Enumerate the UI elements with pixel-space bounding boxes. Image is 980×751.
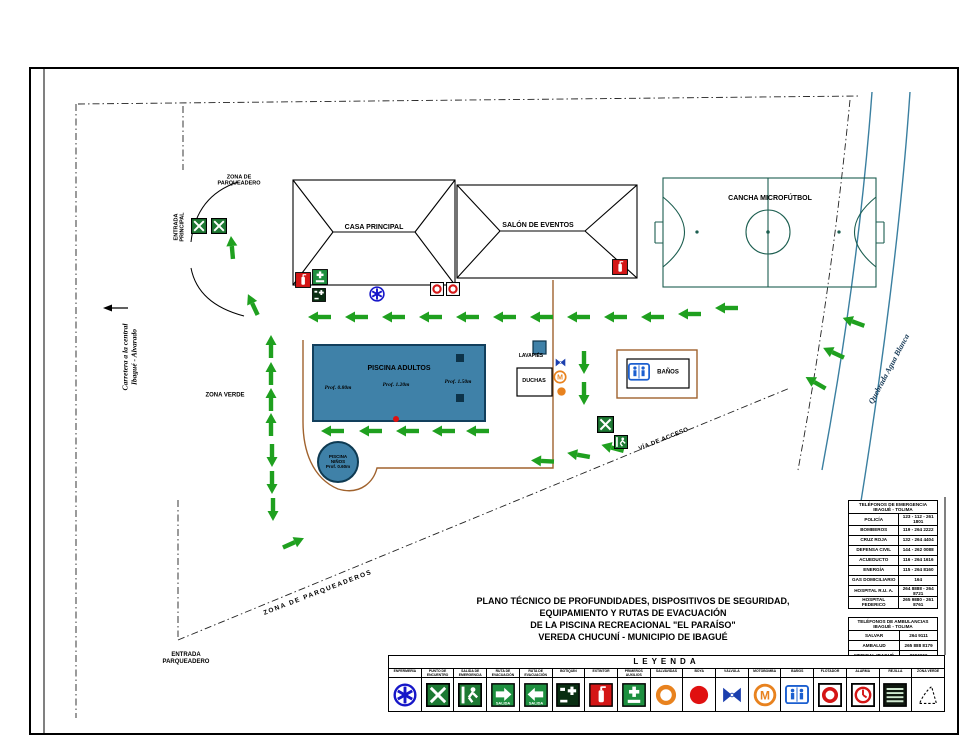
ring-red-icon	[430, 282, 444, 296]
alarma-icon	[851, 678, 875, 711]
casa-principal-label: CASA PRINCIPAL	[344, 223, 404, 231]
phone-table-cell: ENERGÍA	[849, 565, 899, 575]
pool-drain-marker	[393, 416, 399, 422]
ring-red-icon	[818, 678, 842, 711]
salon-eventos-label: SALÓN DE EVENTOS	[502, 221, 574, 229]
phone-table-row	[849, 565, 938, 575]
evacuation-arrow	[531, 455, 555, 467]
legend-item	[618, 669, 651, 711]
phone-table-cell: 123 - 112 - 261 1801	[899, 514, 938, 526]
evacuation-arrow	[419, 312, 442, 323]
legend-item	[880, 669, 913, 711]
legend-item	[585, 669, 618, 711]
pool-depth-label: Prof. 1.20m	[382, 381, 410, 388]
extintor-icon	[589, 678, 613, 711]
evacuation-arrow	[266, 362, 277, 385]
zona-parqueadero-label: ZONA DE PARQUEADERO	[217, 174, 261, 187]
legend-item	[389, 669, 422, 711]
phone-table-cell: 265 9880 - 261 8761	[899, 597, 938, 609]
carretera-label: Carretera a la central Ibagué - Alvarado	[120, 323, 138, 391]
evacuation-arrow	[345, 312, 368, 323]
phone-table-cell: 265 888 8179	[900, 641, 938, 651]
entrada-principal-label: ENTRADA PRINCIPAL	[173, 212, 186, 242]
evacuation-arrow	[466, 426, 489, 437]
legend-item	[422, 669, 455, 711]
phone-table-cell: POLICÍA	[849, 514, 899, 526]
evacuation-arrow	[266, 413, 277, 436]
phone-table-cell: DEFENSA CIVIL	[849, 545, 899, 555]
punto-icon	[211, 218, 227, 234]
evacuation-arrow	[641, 312, 664, 323]
legend-item	[847, 669, 880, 711]
legend-item	[912, 669, 944, 711]
evacuation-arrow	[715, 303, 738, 314]
legend-item-label: FLOTADOR	[814, 669, 846, 678]
banos-label: BAÑOS	[657, 369, 679, 376]
entrada-parqueadero-label: ENTRADA PARQUEADERO	[162, 652, 210, 665]
phone-table-cell: 115 - 264 8160	[899, 565, 938, 575]
road-direction-arrow	[103, 305, 128, 312]
title-line: EQUIPAMIENTO Y RUTAS DE EVACUACIÓN	[539, 608, 727, 618]
zona-parqueaderos-diag-label: ZONA DE PARQUEADEROS	[262, 568, 374, 617]
phone-table-cell: HOSPITAL FEDERICO	[849, 597, 899, 609]
cruz-icon	[312, 269, 328, 285]
botiquin-icon	[556, 678, 580, 711]
punto-icon	[597, 416, 614, 433]
legend-item-label: SALVAVIDAS	[651, 669, 683, 678]
title-line: VEREDA CHUCUNÍ - MUNICIPIO DE IBAGUÉ	[538, 632, 728, 642]
zona-verde-icon	[916, 678, 940, 711]
phone-table-cell: GAS DOMICILIARIO	[849, 575, 899, 585]
motobomba-icon	[753, 678, 777, 711]
legend-item-label: PUNTO DE ENCUENTRO	[422, 669, 454, 678]
phone-table-cell: 132 - 264 4404	[899, 535, 938, 545]
phone-table-cell: ACUEDUCTO	[849, 555, 899, 565]
title-line: DE LA PISCINA RECREACIONAL "EL PARAÍSO"	[530, 620, 736, 630]
legend-item	[716, 669, 749, 711]
phone-table-row	[849, 631, 938, 641]
legend-item-label: EXTINTOR	[585, 669, 617, 678]
banos-icon-icon	[785, 678, 809, 711]
legend-item	[651, 669, 684, 711]
legend-item-label: MOTOBOMBA	[749, 669, 781, 678]
evacuation-arrow	[267, 471, 278, 494]
evacuation-arrow	[243, 292, 263, 317]
evacuation-arrow	[268, 498, 279, 521]
legend-item	[454, 669, 487, 711]
evacuation-arrow	[308, 312, 331, 323]
evacuation-arrow	[432, 426, 455, 437]
legend-item	[781, 669, 814, 711]
extintor-icon	[612, 259, 628, 275]
evacuation-arrow	[678, 309, 701, 320]
phone-table-cell: 264 8888 - 264 8721	[899, 585, 938, 597]
runner-icon	[458, 678, 482, 711]
phone-table-cell: AMBALUD	[849, 641, 900, 651]
legend-items	[389, 669, 944, 711]
arrow-l-icon	[524, 678, 548, 711]
evacuation-arrow	[266, 335, 277, 358]
via-acceso-label: VÍA DE ACCESO	[637, 426, 690, 453]
kids-pool-label: PISCINA NIÑOS Prof. 0.60m	[325, 454, 351, 470]
legend-item-label: RUTA DE EVACUACIÓN	[520, 669, 552, 678]
phone-table-row	[849, 545, 938, 555]
phone-table-row	[849, 525, 938, 535]
svg-text:M: M	[557, 374, 563, 382]
evacuation-arrow	[382, 312, 405, 323]
pool-ladder-icon	[456, 354, 464, 362]
evacuation-arrow	[396, 426, 419, 437]
duchas-label: DUCHAS	[522, 377, 546, 384]
phone-table-cell: HOSPITAL R.U. A.	[849, 585, 899, 597]
runner-icon	[614, 435, 628, 449]
evacuation-arrow	[803, 372, 828, 393]
pool-depth-label: Prof. 1.50m	[444, 378, 472, 385]
quebrada-label: Quebrada Agua Blanca	[866, 332, 912, 406]
pool-name-label: PISCINA ADULTOS	[367, 364, 431, 372]
legend-item	[749, 669, 782, 711]
legend-item-label: BOTIQUÍN	[553, 669, 585, 678]
svg-text:M: M	[759, 687, 770, 702]
phone-table-cell: SALVAR	[849, 631, 900, 641]
phone-table-cell: 116 - 264 1616	[899, 555, 938, 565]
legend-item-label: RUTA DE EVACUACIÓN	[487, 669, 519, 678]
legend-item	[520, 669, 553, 711]
evacuation-arrow	[359, 426, 382, 437]
ring-orange-icon	[654, 678, 678, 711]
evacuation-arrow	[281, 533, 306, 552]
legend-item-label: REJILLA	[880, 669, 912, 678]
evacuation-arrow	[530, 312, 553, 323]
legend-item	[683, 669, 716, 711]
evacuation-arrow	[225, 236, 238, 260]
evacuation-arrow	[579, 382, 590, 405]
legend-item-label: BOYA	[683, 669, 715, 678]
phone-table-row	[849, 597, 938, 609]
dot-orange-icon	[556, 386, 567, 397]
star-icon	[369, 286, 385, 302]
legend-item-label: ZONA VERDE	[912, 669, 944, 678]
evacuation-arrow	[321, 426, 344, 437]
phone-table-cell: 119 - 264 2222	[899, 525, 938, 535]
legend-item	[553, 669, 586, 711]
legend-item	[487, 669, 520, 711]
evacuation-arrow	[579, 351, 590, 374]
legend-item-label: ENFERMERÍA	[389, 669, 421, 678]
phone-table-row	[849, 575, 938, 585]
evacuation-arrow	[456, 312, 479, 323]
valvula-icon	[554, 356, 567, 369]
legend-title: LEYENDA	[389, 656, 944, 669]
phone-table-row	[849, 514, 938, 526]
phone-table-row	[849, 555, 938, 565]
motobomba-icon	[553, 370, 567, 384]
phone-table-cell: BOMBEROS	[849, 525, 899, 535]
dot-red-icon	[687, 678, 711, 711]
legend-item-label: SALIDA DE EMERGENCIA	[454, 669, 486, 678]
phone-table-cell: 144 - 262 0088	[899, 545, 938, 555]
svg-text:SALIDA: SALIDA	[495, 701, 511, 706]
title-block	[440, 595, 826, 643]
legend-item-label: VÁLVULA	[716, 669, 748, 678]
pool-depth-label: Prof. 0.80m	[324, 384, 352, 391]
ring-red-icon	[446, 282, 460, 296]
evacuation-arrow	[266, 388, 277, 411]
pool-ladder-icon	[456, 394, 464, 402]
title-line: PLANO TÉCNICO DE PROFUNDIDADES, DISPOSITIVOS DE SEGURIDAD,	[476, 596, 790, 606]
legend-item	[814, 669, 847, 711]
parking-entrance-arcs	[191, 182, 244, 316]
phone-table-row	[849, 641, 938, 651]
star-icon	[393, 678, 417, 711]
botiquin-icon	[312, 288, 326, 302]
evacuation-arrow	[267, 444, 278, 467]
rejilla-icon	[883, 678, 907, 711]
legend-item-label: PRIMEROS AUXILIOS	[618, 669, 650, 678]
evacuation-arrow	[841, 313, 866, 331]
phone-table-cell: 164	[899, 575, 938, 585]
legend-item-label: ALARMA	[847, 669, 879, 678]
arrow-r-icon	[491, 678, 515, 711]
phone-table-cell: 264 9111	[900, 631, 938, 641]
evacuation-arrow	[604, 312, 627, 323]
phone-table-cell: CRUZ ROJA	[849, 535, 899, 545]
zona-verde-label: ZONA VERDE	[205, 392, 245, 399]
valvula-icon	[720, 678, 744, 711]
evacuation-arrow	[566, 447, 591, 462]
phone-table-title: TELÉFONOS DE EMERGENCIA IBAGUÉ - TOLIMA	[849, 501, 938, 514]
legend-item-label: BAÑOS	[781, 669, 813, 678]
evacuation-arrow	[493, 312, 516, 323]
cancha-label: CANCHA MICROFÚTBOL	[728, 194, 812, 202]
evacuation-arrow	[567, 312, 590, 323]
legend	[388, 655, 945, 712]
extintor-icon	[295, 272, 311, 288]
stream-quebrada	[822, 92, 910, 520]
phone-table-row	[849, 585, 938, 597]
cruz-icon	[622, 678, 646, 711]
phone-table-row	[849, 535, 938, 545]
lavapies-basin	[533, 341, 546, 354]
punto-icon	[191, 218, 207, 234]
banos-icon-icon	[628, 363, 650, 381]
phone-table-title: TELÉFONOS DE AMBULANCIAS IBAGUÉ - TOLIMA	[849, 618, 938, 631]
lavapies-label: LAVAPIÉS	[518, 353, 544, 360]
building-salon-eventos	[457, 185, 637, 278]
svg-text:SALIDA: SALIDA	[528, 701, 543, 706]
punto-icon	[426, 678, 450, 711]
